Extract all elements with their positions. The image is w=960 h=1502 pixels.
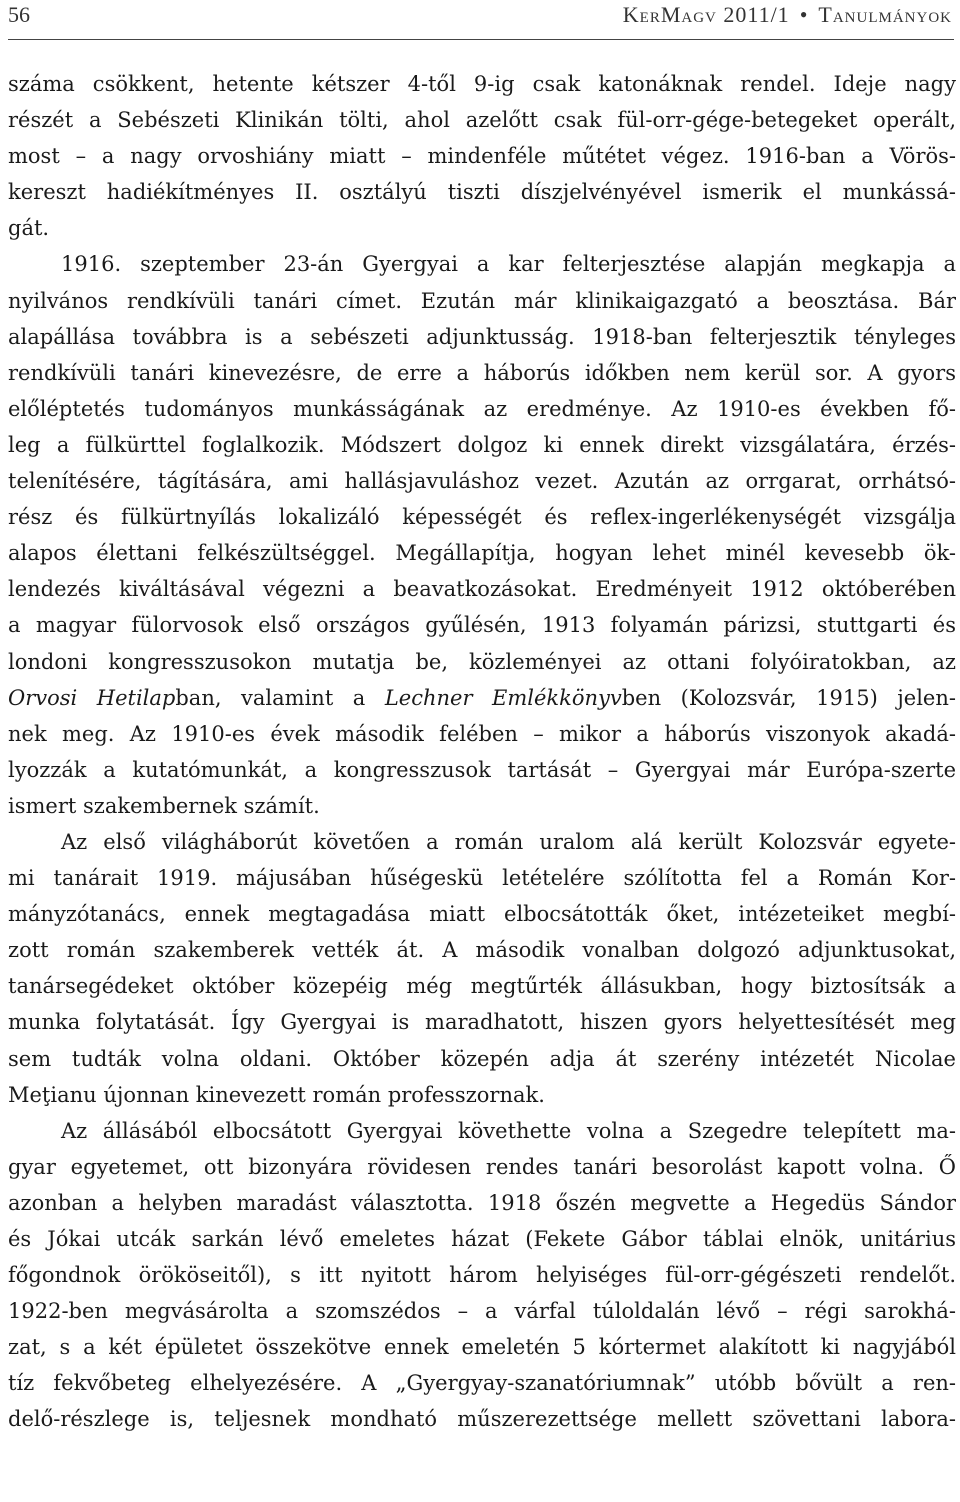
text-line: rész és fülkürtnyílás lokalizáló képességét és reflex-ingerlékenységét vizsgálja (8, 505, 956, 530)
text-fragment: ban, valamint a (175, 685, 385, 710)
text-line: zott román szakemberek vették át. A második vonalban dolgozó adjunktusokat, (8, 938, 956, 963)
book-title-italic: Lechner Emlékkönyv (384, 685, 622, 710)
text-line: mányzótanács, ennek megtagadása miatt elbocsátották őket, intézeteiket megbí- (8, 902, 956, 927)
text-line: tanársegédeket október közepéig még megtűrték állásukban, hogy biztosítsák a (8, 974, 956, 999)
text-line: tíz fekvőbeteg elhelyezésére. A „Gyergyay-szanatóriumnak” utóbb bővült a ren- (8, 1371, 956, 1396)
text-line: alapállása továbbra is a sebészeti adjunktusság. 1918-ban felterjesztik tényleges (8, 324, 956, 349)
text-line: lendezés kiváltásával végezni a beavatkozásokat. Eredményeit 1912 októberében (8, 577, 956, 602)
text-line: zat, s a két épületet összekötve ennek emeletén 5 kórtermet alakított ki nagyjából (8, 1335, 956, 1360)
text-line: a magyar fülorvosok első országos gyűlésén, 1913 folyamán párizsi, stuttgarti és (8, 613, 956, 638)
text-line: nyilvános rendkívüli tanári címet. Ezután már klinikaigazgató a beosztása. Bár (8, 288, 956, 313)
journal-title: KerMagv 2011/1 (622, 2, 790, 27)
text-line: nek meg. Az 1910-es évek második felében – mikor a háborús viszonyok akadá- (8, 721, 956, 746)
article-body (8, 66, 956, 1438)
text-line-with-italics (8, 680, 956, 716)
text-line: ismert szakembernek számít. (8, 793, 320, 818)
header-rule (8, 39, 954, 40)
text-line: száma csökkent, hetente kétszer 4-től 9-ig csak katonáknak rendel. Ideje nagy (8, 72, 956, 96)
text-line: Az állásából elbocsátott Gyergyai követhette volna a Szegedre telepített ma- (61, 1118, 956, 1143)
text-line: 1916. szeptember 23-án Gyergyai a kar felterjesztése alapján megkapja a (61, 252, 956, 277)
text-line: 1922-ben megvásárolta a szomszédos – a várfal túloldalán lévő – régi sarokhá- (8, 1299, 956, 1324)
text-line: részét a Sebészeti Klinikán tölti, ahol azelőtt csak fül-orr-gége-betegeket operált, (8, 108, 956, 133)
section-title: Tanulmányok (818, 2, 952, 27)
running-head (623, 2, 952, 28)
text-line: gát. (8, 216, 50, 241)
journal-title-italic: Orvosi Hetilap (8, 685, 176, 710)
text-line: rendkívüli tanári kinevezésre, de erre a háborús időkben nem kerül sor. A gyors (8, 360, 956, 385)
text-line: alapos élettani felkészültséggel. Megállapítja, hogyan lehet minél kevesebb ök- (8, 541, 956, 566)
text-line: munka folytatását. Így Gyergyai is maradhatott, hiszen gyors helyettesítését meg (8, 1010, 956, 1035)
text-line: lyozzák a kutatómunkát, a kongresszusok tartását – Gyergyai már Európa-szerte (8, 757, 956, 782)
text-line: Meţianu újonnan kinevezett román professzornak. (8, 1082, 545, 1107)
text-line: leg a fülkürttel foglalkozik. Módszert dolgoz ki ennek direkt vizsgálatára, érzés- (8, 432, 956, 457)
text-line: gyar egyetemet, ott bizonyára rövidesen rendes tanári besorolást kapott volna. Ő (8, 1154, 956, 1179)
text-line: előléptetés tudományos munkásságának az eredménye. Az 1910-es években fő- (8, 396, 956, 421)
text-line: főgondnok örököseitől), s itt nyitott három helyiséges fül-orr-gégészeti rendelőt. (8, 1263, 956, 1288)
text-fragment: ben (Kolozsvár, 1915) jelen- (621, 685, 956, 710)
bullet-separator: • (799, 2, 809, 27)
text-line: delő-részlege is, teljesnek mondható műszerezettsége mellett szövettani labora- (8, 1407, 956, 1432)
text-line: mi tanárait 1919. májusában hűségeskü letételére szólította fel a Román Kor- (8, 866, 956, 891)
text-line: most – a nagy orvoshiány miatt – mindenféle műtétet végez. 1916-ban a Vörös- (8, 144, 956, 169)
page-number: 56 (8, 2, 30, 27)
text-line: londoni kongresszusokon mutatja be, közleményei az ottani folyóiratokban, az (8, 649, 956, 674)
text-line: és Jókai utcák sarkán lévő emeletes házat (Fekete Gábor táblai elnök, unitárius (8, 1227, 956, 1251)
text-line: kereszt hadiékítményes II. osztályú tiszti díszjelvényével ismerik el munkássá- (8, 180, 956, 205)
page-header (0, 0, 960, 44)
text-line: Az első világháborút követően a román uralom alá került Kolozsvár egyete- (61, 829, 956, 854)
text-line: azonban a helyben maradást választotta. 1918 őszén megvette a Hegedüs Sándor (8, 1190, 956, 1215)
text-line: telenítésére, tágítására, ami hallásjavuláshoz vezet. Azután az orrgarat, orrhátsó- (8, 469, 956, 494)
text-line: sem tudták volna oldani. Október közepén adja át szerény intézetét Nicolae (8, 1046, 956, 1071)
